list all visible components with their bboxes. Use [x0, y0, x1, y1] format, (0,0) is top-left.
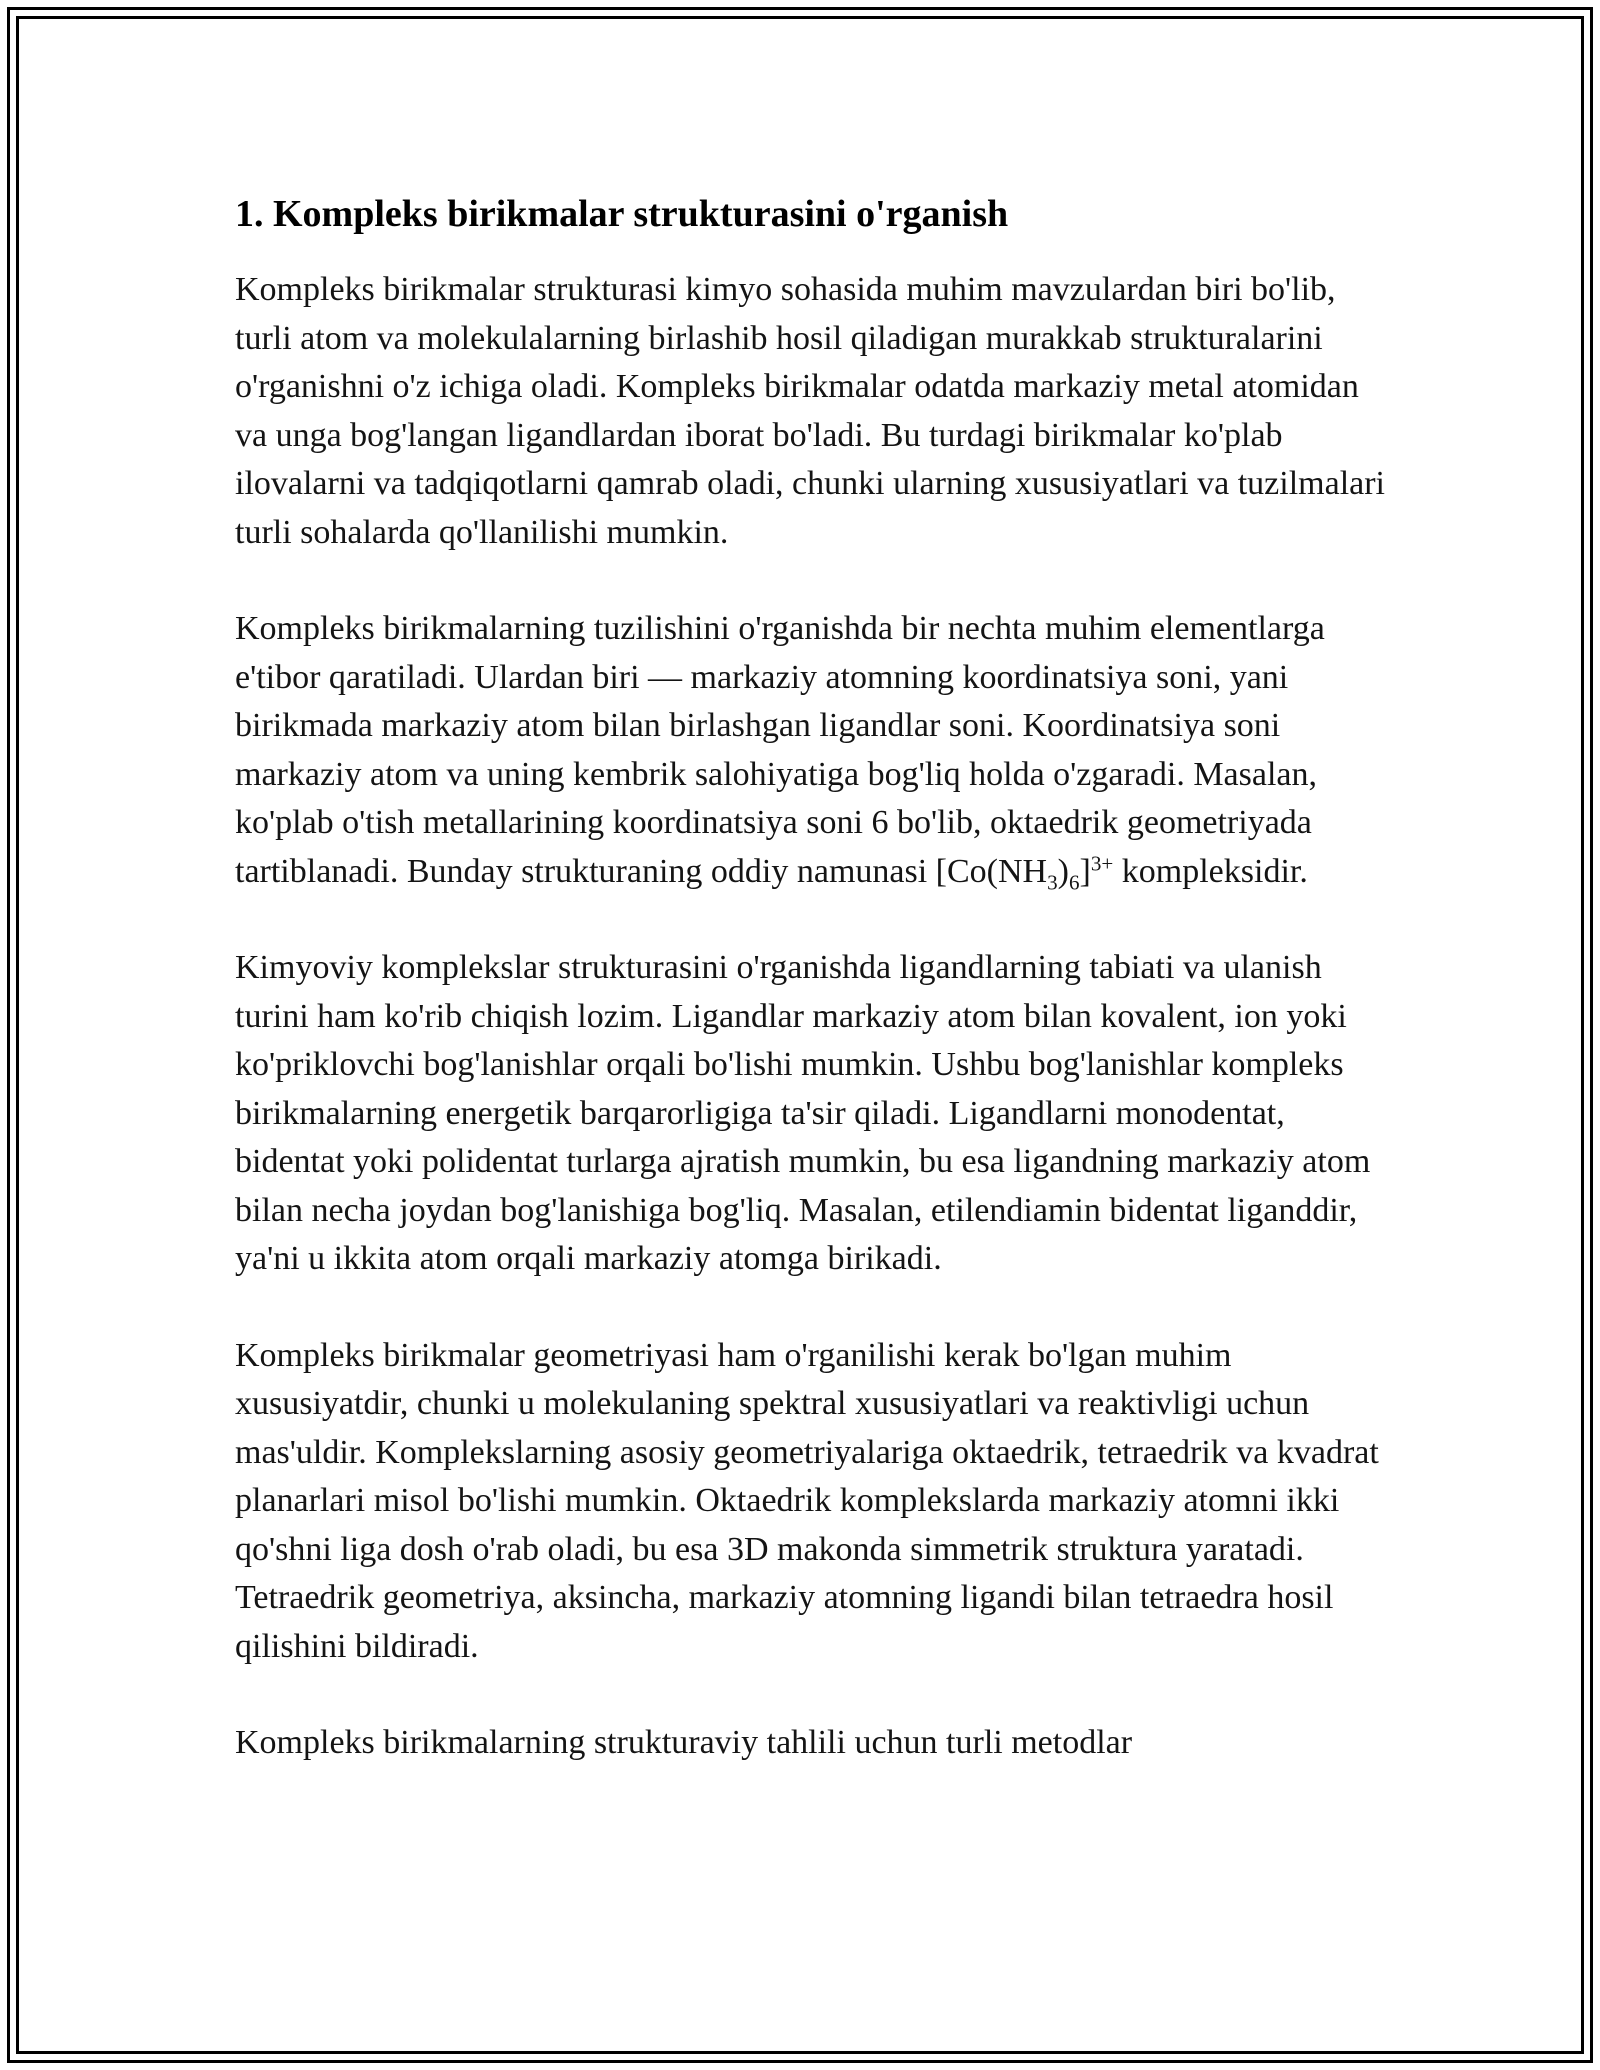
section-heading: 1. Kompleks birikmalar strukturasini o'rganish: [235, 193, 1009, 235]
paragraph-geometry: Kompleks birikmalar geometriyasi ham o'rganilishi kerak bo'lgan muhim xususiyatdir, chunki u molekulaning spektral xususiyatlari va reaktivligi uchun mas'uldir. Komplekslarning asosiy geometriyalariga oktaedrik, tetraedrik va kvadrat planarlari misol bo'lishi mumkin. Oktaedrik komplekslarda markaziy atomni ikki qo'shni liga dosh o'rab oladi, bu esa 3D makonda simmetrik struktura yaratadi. Tetraedrik geometriya, aksincha, markaziy atomning ligandi bilan tetraedra hosil qilishini bildiradi.: [235, 1336, 1379, 1665]
paragraph-ligands: Kimyoviy komplekslar strukturasini o'rganishda ligandlarning tabiati va ulanish turini ham ko'rib chiqish lozim. Ligandlar markaziy atom bilan kovalent, ion yoki ko'priklovchi bog'lanishlar orqali bo'lishi mumkin. Ushbu bog'lanishlar kompleks birikmalarning energetik barqarorligiga ta'sir qiladi. Ligandlarni monodentat, bidentat yoki polidentat turlarga ajratish mumkin, bu esa ligandning markaziy atom bilan necha joydan bog'lanishiga bog'liq. Masalan, etilendiamin bidentat liganddir, ya'ni u ikkita atom orqali markaziy atomga birikadi.: [235, 949, 1371, 1277]
formula-subscript-3: 3: [1047, 869, 1058, 894]
formula-subscript-6: 6: [1068, 869, 1080, 894]
chemical-formula: $[Co(NH_3)_6]^{3+}$: [935, 850, 1114, 894]
paragraph-intro: Kompleks birikmalar strukturasi kimyo sohasida muhim mavzulardan biri bo'lib, turli atom va molekulalarning birlashib hosil qiladigan murakkab strukturalarini o'rganishni o'z ichiga oladi. Kompleks birikmalar odatda markaziy metal atomidan va unga bog'langan ligandlardan iborat bo'ladi. Bu turdagi birikmalar ko'plab ilovalarni va tadqiqotlarni qamrab oladi, chunki ularning xususiyatlari va tuzilmalari turli sohalarda qo'llanilishi mumkin.: [235, 271, 1386, 551]
paragraph-text-before-formula: Kompleks birikmalarning tuzilishini o'rganishda bir nechta muhim elementlarga e'tibor qaratiladi. Ulardan biri — markaziy atomning koordinatsiya soni, yani birikmada markaziy atom bilan birlashgan ligandlar soni. Koordinatsiya soni markaziy atom va uning kembrik salohiyatiga bog'liq holda o'zgaradi. Masalan, ko'plab o'tish metallarining koordinatsiya soni 6 bo'lib, oktaedrik geometriyada tartiblanadi. Bunday strukturaning oddiy namunasi: [235, 610, 1325, 890]
paragraph-coordination-number: [235, 605, 1395, 896]
paragraph-text-after-formula: kompleksidir.: [1113, 852, 1308, 890]
paragraph-methods: Kompleks birikmalarning strukturaviy tahlili uchun turli metodlar: [235, 1724, 1133, 1761]
document-body: [235, 186, 1395, 1816]
formula-charge: 3+: [1090, 850, 1114, 875]
